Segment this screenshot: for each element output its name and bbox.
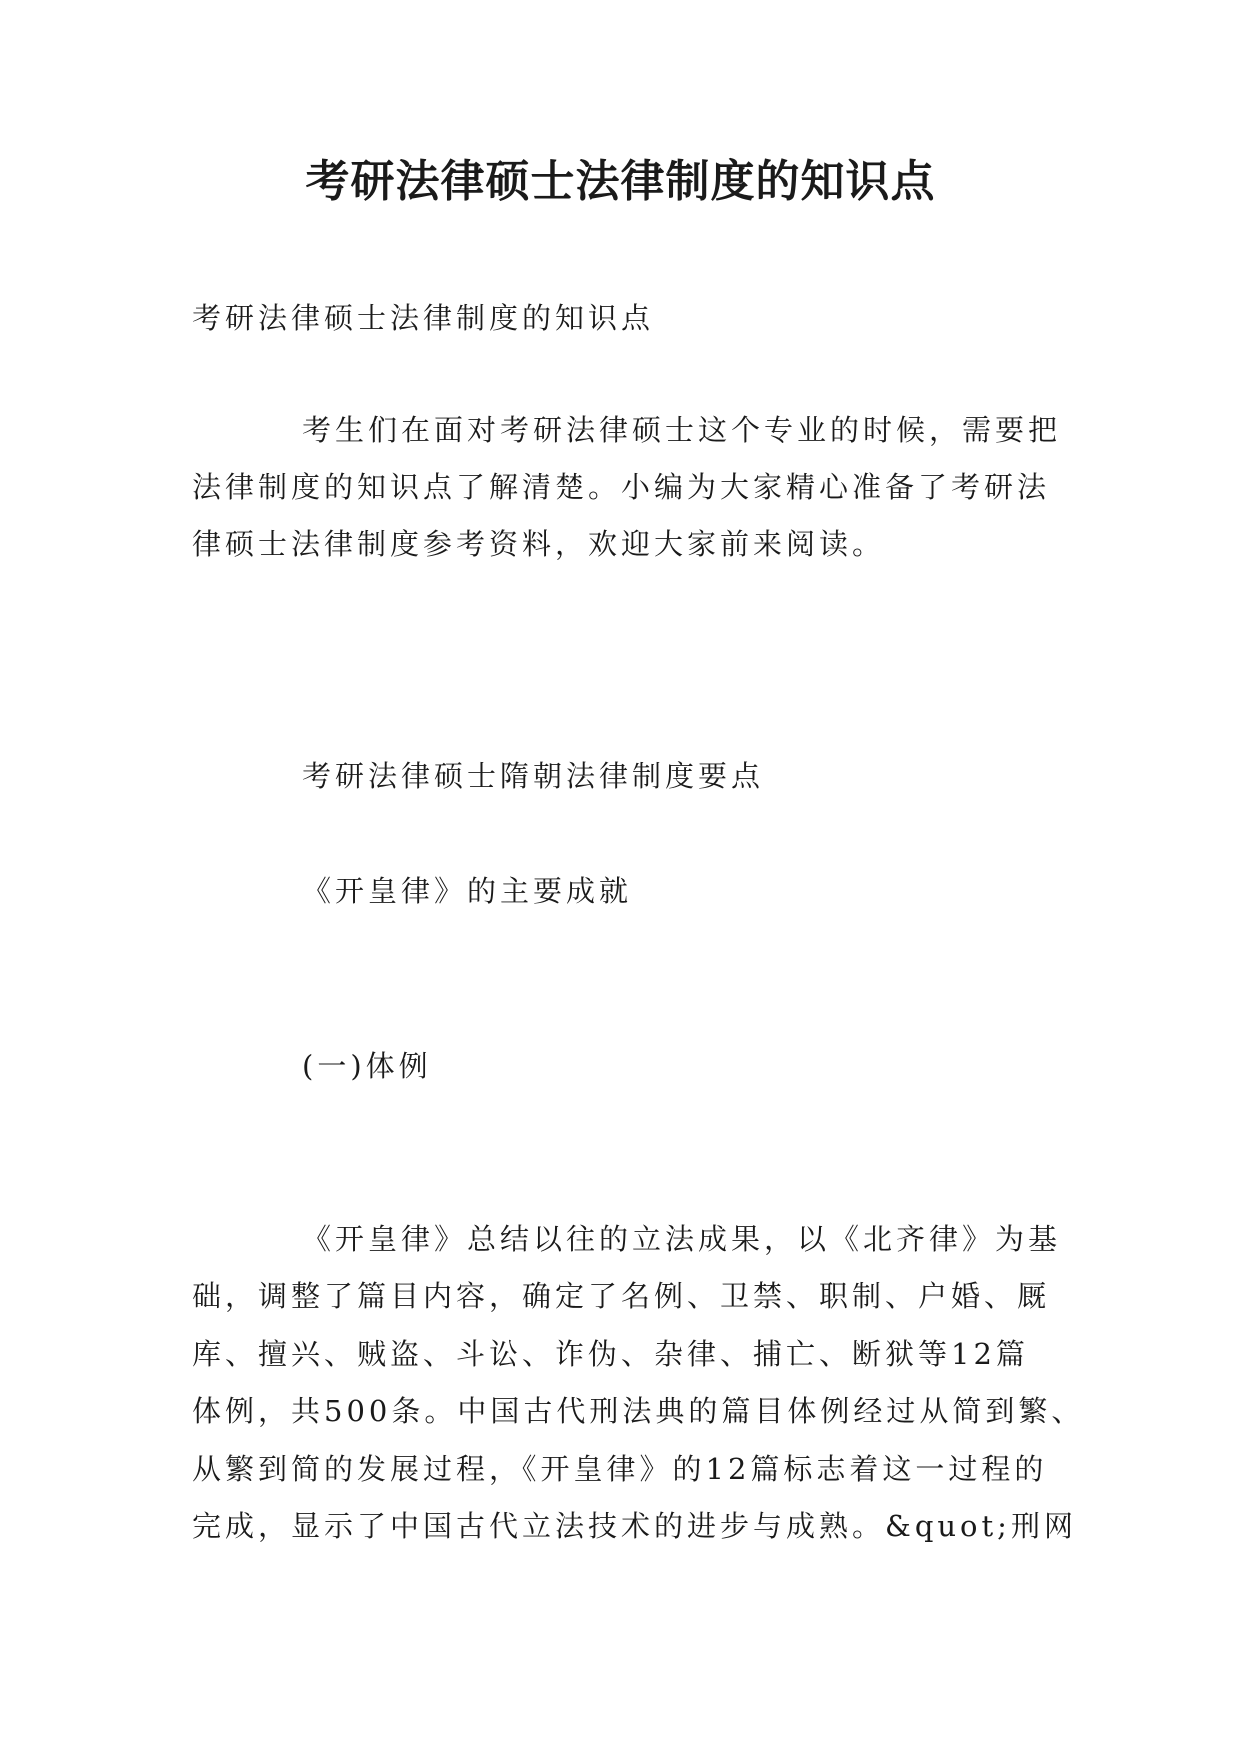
body-line: 础，调整了篇目内容，确定了名例、卫禁、职制、户婚、厩 — [192, 1279, 1051, 1313]
body-line: 完成，显示了中国古代立法技术的进步与成熟。&quot;刑网 — [192, 1509, 1077, 1543]
intro-line: 法律制度的知识点了解清楚。小编为大家精心准备了考研法 — [192, 470, 1051, 504]
body-line: 从繁到简的发展过程，《开皇律》的12篇标志着这一过程的 — [192, 1452, 1048, 1486]
document-title: 考研法律硕士法律制度的知识点 — [305, 156, 936, 207]
intro-line: 律硕士法律制度参考资料，欢迎大家前来阅读。 — [192, 527, 886, 561]
body-line: 《开皇律》总结以往的立法成果，以《北齐律》为基 — [302, 1222, 1062, 1256]
subsection-heading: 《开皇律》的主要成就 — [302, 874, 633, 908]
body-line: 库、擅兴、贼盗、斗讼、诈伪、杂律、捕亡、断狱等12篇 — [192, 1337, 1029, 1371]
body-line: 体例，共500条。中国古代刑法典的篇目体例经过从简到繁、 — [192, 1394, 1085, 1428]
section-heading: 考研法律硕士隋朝法律制度要点 — [302, 759, 765, 793]
intro-line: 考生们在面对考研法律硕士这个专业的时候，需要把 — [302, 413, 1062, 447]
document-subtitle: 考研法律硕士法律制度的知识点 — [192, 301, 655, 335]
item-heading: (一)体例 — [302, 1049, 432, 1083]
